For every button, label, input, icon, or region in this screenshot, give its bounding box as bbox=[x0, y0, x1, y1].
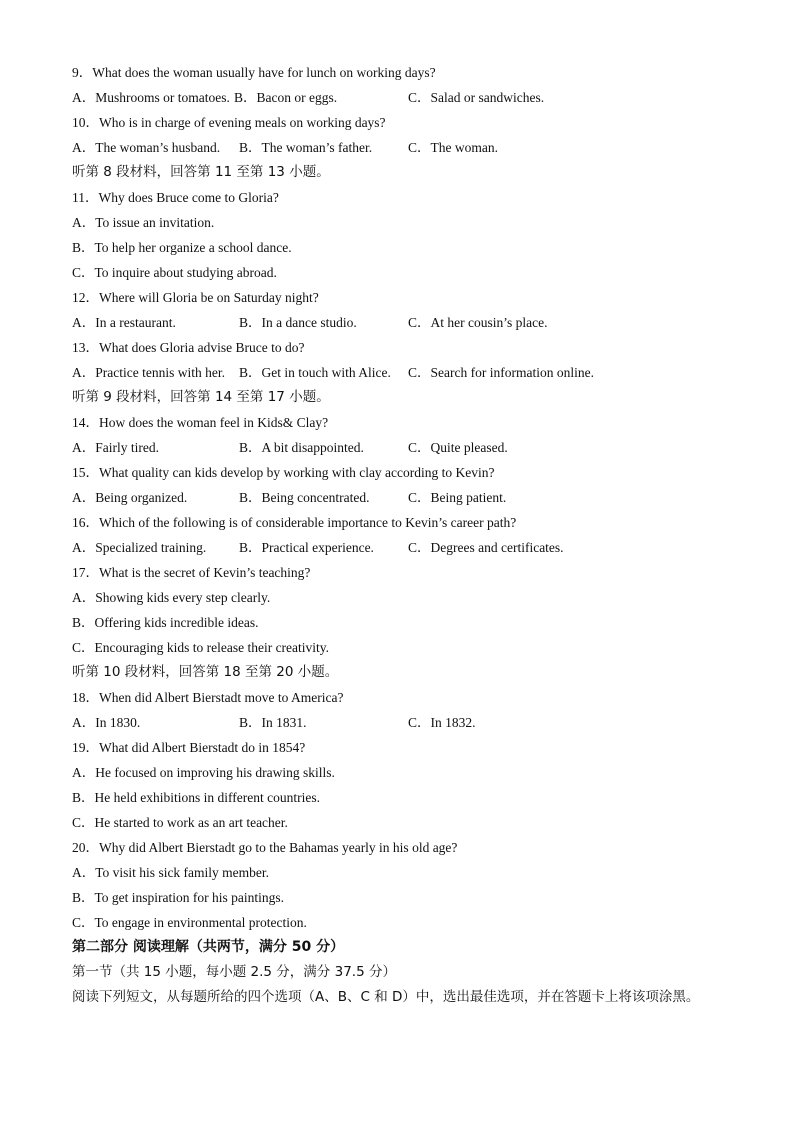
question-12-option-c: C．At her cousin’s place. bbox=[408, 315, 548, 330]
question-15-option-c: C．Being patient. bbox=[408, 490, 507, 505]
question-15-options bbox=[72, 485, 772, 510]
question-18-option-b: B．In 1831. bbox=[239, 715, 307, 730]
question-20-option-c: C．To engage in environmental protection. bbox=[72, 915, 307, 930]
question-13-option-a: A．Practice tennis with her. bbox=[72, 365, 225, 380]
question-20-option-b: B．To get inspiration for his paintings. bbox=[72, 890, 285, 905]
question-15-stem: 15．What quality can kids develop by working with clay according to Kevin? bbox=[72, 465, 495, 480]
question-17-option-c: C．Encouraging kids to release their creativity. bbox=[72, 640, 330, 655]
question-20-option-a: A．To visit his sick family member. bbox=[72, 865, 270, 880]
question-16-options bbox=[72, 535, 772, 560]
question-17-stem: 17．What is the secret of Kevin’s teaching? bbox=[72, 565, 311, 580]
question-18-stem: 18．When did Albert Bierstadt move to America? bbox=[72, 690, 344, 705]
section-one-heading: 第一节（共 15 小题，每小题 2.5 分，满分 37.5 分） bbox=[72, 964, 396, 980]
question-17-option-b: B．Offering kids incredible ideas. bbox=[72, 615, 259, 630]
material-9-instruction: 听第 9 段材料，回答第 14 至第 17 小题。 bbox=[72, 389, 330, 405]
question-9-option-a: A．Mushrooms or tomatoes. bbox=[72, 90, 230, 105]
question-17-option-a: A．Showing kids every step clearly. bbox=[72, 590, 271, 605]
question-16-option-c: C．Degrees and certificates. bbox=[408, 540, 564, 555]
question-9-stem: 9．What does the woman usually have for lunch on working days? bbox=[72, 65, 436, 80]
question-13-options bbox=[72, 360, 772, 385]
question-14-option-b: B．A bit disappointed. bbox=[239, 440, 364, 455]
question-10-stem: 10．Who is in charge of evening meals on working days? bbox=[72, 115, 386, 130]
question-16-option-b: B．Practical experience. bbox=[239, 540, 374, 555]
question-12-stem: 12．Where will Gloria be on Saturday night? bbox=[72, 290, 319, 305]
question-16-stem: 16．Which of the following is of considerable importance to Kevin’s career path? bbox=[72, 515, 517, 530]
question-18-options bbox=[72, 710, 772, 735]
question-11-stem: 11．Why does Bruce come to Gloria? bbox=[72, 190, 279, 205]
question-19-option-b: B．He held exhibitions in different countries. bbox=[72, 790, 320, 805]
question-15-option-a: A．Being organized. bbox=[72, 490, 188, 505]
question-13-stem: 13．What does Gloria advise Bruce to do? bbox=[72, 340, 305, 355]
question-18-option-c: C．In 1832. bbox=[408, 715, 476, 730]
question-10-option-b: B．The woman’s father. bbox=[239, 140, 373, 155]
question-14-options bbox=[72, 435, 772, 460]
question-9-option-c: C．Salad or sandwiches. bbox=[408, 90, 545, 105]
question-13-option-c: C．Search for information online. bbox=[408, 365, 594, 380]
question-14-option-c: C．Quite pleased. bbox=[408, 440, 508, 455]
reading-directions: 阅读下列短文，从每题所给的四个选项（A、B、C 和 D）中，选出最佳选项，并在答题卡上将该项涂黑。 bbox=[72, 989, 700, 1005]
question-11-option-c: C．To inquire about studying abroad. bbox=[72, 265, 277, 280]
exam-page bbox=[72, 60, 772, 1010]
question-20-stem: 20．Why did Albert Bierstadt go to the Bahamas yearly in his old age? bbox=[72, 840, 458, 855]
question-14-stem: 14．How does the woman feel in Kids& Clay? bbox=[72, 415, 329, 430]
question-10-option-c: C．The woman. bbox=[408, 140, 498, 155]
material-8-instruction: 听第 8 段材料，回答第 11 至第 13 小题。 bbox=[72, 164, 330, 180]
question-10-options bbox=[72, 135, 772, 160]
question-15-option-b: B．Being concentrated. bbox=[239, 490, 370, 505]
question-19-option-a: A．He focused on improving his drawing skills. bbox=[72, 765, 335, 780]
question-16-option-a: A．Specialized training. bbox=[72, 540, 207, 555]
question-9-option-b: B．Bacon or eggs. bbox=[234, 90, 338, 105]
question-11-option-b: B．To help her organize a school dance. bbox=[72, 240, 292, 255]
question-10-option-a: A．The woman’s husband. bbox=[72, 140, 221, 155]
question-18-option-a: A．In 1830. bbox=[72, 715, 141, 730]
question-12-option-a: A．In a restaurant. bbox=[72, 315, 176, 330]
question-14-option-a: A．Fairly tired. bbox=[72, 440, 159, 455]
question-19-option-c: C．He started to work as an art teacher. bbox=[72, 815, 288, 830]
question-9-options bbox=[72, 85, 772, 110]
question-13-option-b: B．Get in touch with Alice. bbox=[239, 365, 391, 380]
question-11-option-a: A．To issue an invitation. bbox=[72, 215, 215, 230]
question-12-options bbox=[72, 310, 772, 335]
question-19-stem: 19．What did Albert Bierstadt do in 1854? bbox=[72, 740, 306, 755]
material-10-instruction: 听第 10 段材料，回答第 18 至第 20 小题。 bbox=[72, 664, 339, 680]
question-12-option-b: B．In a dance studio. bbox=[239, 315, 357, 330]
part-two-heading: 第二部分 阅读理解（共两节，满分 50 分） bbox=[72, 939, 345, 955]
